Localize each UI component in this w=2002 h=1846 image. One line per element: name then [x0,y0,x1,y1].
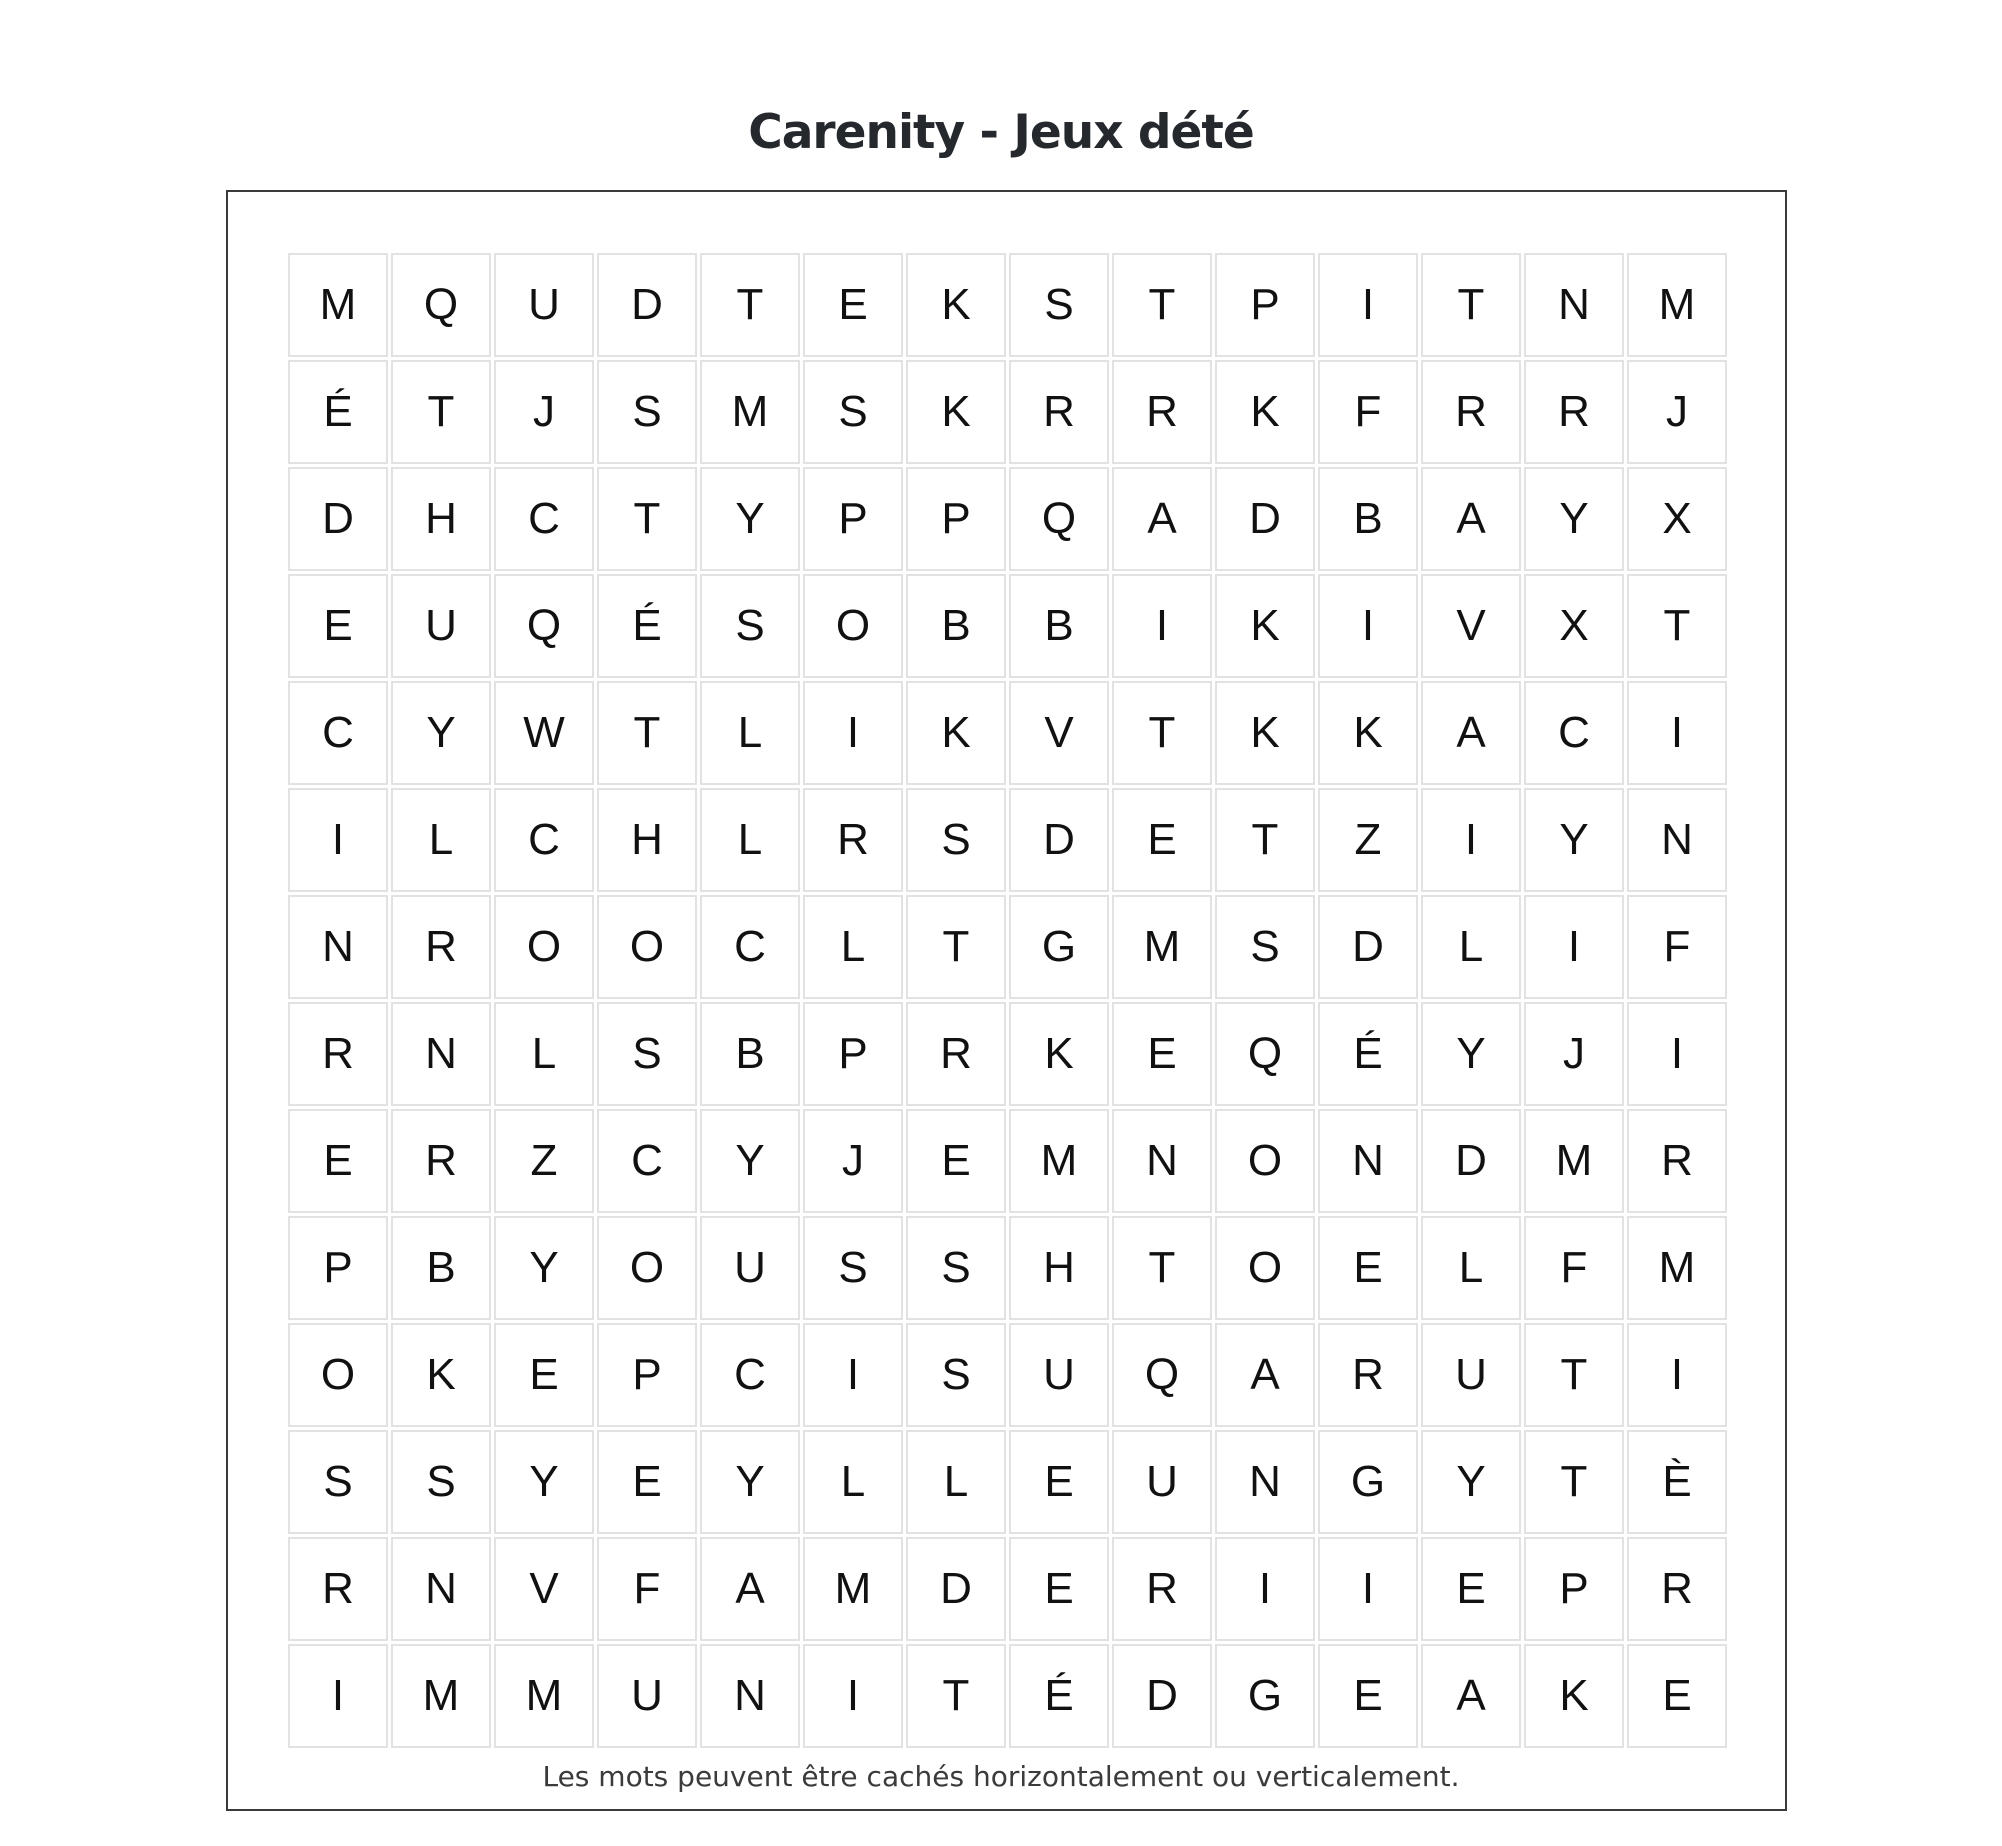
grid-cell-r14-c2[interactable]: M [391,1644,491,1748]
grid-cell-r5-c12[interactable]: A [1421,681,1521,785]
grid-cell-r4-c13[interactable]: X [1524,574,1624,678]
grid-cell-r2-c13[interactable]: R [1524,360,1624,464]
grid-cell-r2-c10[interactable]: K [1215,360,1315,464]
grid-cell-r4-c5[interactable]: S [700,574,800,678]
grid-cell-r13-c5[interactable]: A [700,1537,800,1641]
grid-cell-r13-c2[interactable]: N [391,1537,491,1641]
grid-cell-r3-c7[interactable]: P [906,467,1006,571]
grid-cell-r7-c10[interactable]: S [1215,895,1315,999]
grid-cell-r1-c11[interactable]: I [1318,253,1418,357]
grid-cell-r13-c7[interactable]: D [906,1537,1006,1641]
grid-cell-r13-c4[interactable]: F [597,1537,697,1641]
grid-cell-r6-c3[interactable]: C [494,788,594,892]
grid-cell-r1-c2[interactable]: Q [391,253,491,357]
grid-cell-r10-c5[interactable]: U [700,1216,800,1320]
grid-cell-r8-c9[interactable]: E [1112,1002,1212,1106]
grid-cell-r2-c5[interactable]: M [700,360,800,464]
grid-cell-r2-c11[interactable]: F [1318,360,1418,464]
grid-cell-r6-c7[interactable]: S [906,788,1006,892]
grid-cell-r14-c9[interactable]: D [1112,1644,1212,1748]
grid-cell-r11-c12[interactable]: U [1421,1323,1521,1427]
grid-cell-r11-c4[interactable]: P [597,1323,697,1427]
grid-cell-r14-c11[interactable]: E [1318,1644,1418,1748]
grid-cell-r11-c11[interactable]: R [1318,1323,1418,1427]
grid-cell-r2-c1[interactable]: É [288,360,388,464]
grid-cell-r6-c12[interactable]: I [1421,788,1521,892]
grid-cell-r7-c4[interactable]: O [597,895,697,999]
grid-cell-r6-c4[interactable]: H [597,788,697,892]
grid-cell-r13-c1[interactable]: R [288,1537,388,1641]
grid-cell-r4-c4[interactable]: É [597,574,697,678]
grid-cell-r3-c14[interactable]: X [1627,467,1727,571]
grid-cell-r5-c2[interactable]: Y [391,681,491,785]
grid-cell-r14-c5[interactable]: N [700,1644,800,1748]
grid-cell-r5-c14[interactable]: I [1627,681,1727,785]
grid-cell-r5-c10[interactable]: K [1215,681,1315,785]
grid-cell-r9-c14[interactable]: R [1627,1109,1727,1213]
grid-cell-r9-c6[interactable]: J [803,1109,903,1213]
grid-cell-r11-c2[interactable]: K [391,1323,491,1427]
grid-cell-r9-c2[interactable]: R [391,1109,491,1213]
grid-cell-r8-c3[interactable]: L [494,1002,594,1106]
instructions-text: Les mots peuvent être cachés horizontalement ou verticalement. [542,1760,1460,1793]
grid-cell-r12-c1[interactable]: S [288,1430,388,1534]
grid-cell-r7-c3[interactable]: O [494,895,594,999]
grid-cell-r12-c7[interactable]: L [906,1430,1006,1534]
grid-cell-r1-c3[interactable]: U [494,253,594,357]
grid-cell-r10-c1[interactable]: P [288,1216,388,1320]
grid-cell-r2-c7[interactable]: K [906,360,1006,464]
grid-cell-r1-c7[interactable]: K [906,253,1006,357]
grid-cell-r14-c3[interactable]: M [494,1644,594,1748]
grid-cell-r11-c7[interactable]: S [906,1323,1006,1427]
grid-cell-r7-c11[interactable]: D [1318,895,1418,999]
grid-cell-r4-c7[interactable]: B [906,574,1006,678]
grid-cell-r11-c10[interactable]: A [1215,1323,1315,1427]
grid-cell-r10-c13[interactable]: F [1524,1216,1624,1320]
grid-cell-r6-c6[interactable]: R [803,788,903,892]
grid-cell-r3-c6[interactable]: P [803,467,903,571]
grid-cell-r2-c12[interactable]: R [1421,360,1521,464]
grid-cell-r5-c7[interactable]: K [906,681,1006,785]
grid-cell-r11-c6[interactable]: I [803,1323,903,1427]
grid-cell-r7-c2[interactable]: R [391,895,491,999]
grid-cell-r6-c9[interactable]: E [1112,788,1212,892]
grid-cell-r8-c8[interactable]: K [1009,1002,1109,1106]
grid-cell-r13-c10[interactable]: I [1215,1537,1315,1641]
grid-cell-r1-c14[interactable]: M [1627,253,1727,357]
grid-cell-r11-c1[interactable]: O [288,1323,388,1427]
grid-cell-r10-c14[interactable]: M [1627,1216,1727,1320]
grid-cell-r7-c6[interactable]: L [803,895,903,999]
grid-cell-r12-c5[interactable]: Y [700,1430,800,1534]
grid-cell-r6-c13[interactable]: Y [1524,788,1624,892]
grid-cell-r12-c10[interactable]: N [1215,1430,1315,1534]
grid-cell-r7-c14[interactable]: F [1627,895,1727,999]
word-search-grid [288,253,1727,1748]
grid-cell-r13-c14[interactable]: R [1627,1537,1727,1641]
grid-cell-r3-c4[interactable]: T [597,467,697,571]
grid-cell-r12-c11[interactable]: G [1318,1430,1418,1534]
grid-cell-r2-c6[interactable]: S [803,360,903,464]
grid-cell-r8-c5[interactable]: B [700,1002,800,1106]
grid-cell-r4-c11[interactable]: I [1318,574,1418,678]
grid-cell-r5-c1[interactable]: C [288,681,388,785]
grid-cell-r4-c3[interactable]: Q [494,574,594,678]
grid-cell-r4-c10[interactable]: K [1215,574,1315,678]
grid-cell-r5-c5[interactable]: L [700,681,800,785]
grid-cell-r4-c8[interactable]: B [1009,574,1109,678]
grid-cell-r1-c8[interactable]: S [1009,253,1109,357]
grid-cell-r9-c7[interactable]: E [906,1109,1006,1213]
grid-cell-r11-c14[interactable]: I [1627,1323,1727,1427]
grid-cell-r8-c11[interactable]: É [1318,1002,1418,1106]
grid-cell-r12-c8[interactable]: E [1009,1430,1109,1534]
grid-cell-r13-c6[interactable]: M [803,1537,903,1641]
grid-cell-r13-c8[interactable]: E [1009,1537,1109,1641]
grid-cell-r5-c6[interactable]: I [803,681,903,785]
grid-cell-r10-c10[interactable]: O [1215,1216,1315,1320]
grid-cell-r7-c12[interactable]: L [1421,895,1521,999]
grid-cell-r1-c13[interactable]: N [1524,253,1624,357]
grid-cell-r5-c4[interactable]: T [597,681,697,785]
grid-cell-r14-c6[interactable]: I [803,1644,903,1748]
grid-cell-r11-c8[interactable]: U [1009,1323,1109,1427]
grid-cell-r6-c1[interactable]: I [288,788,388,892]
grid-cell-r11-c13[interactable]: T [1524,1323,1624,1427]
page-title: Carenity - Jeux dété [748,105,1254,160]
grid-cell-r14-c4[interactable]: U [597,1644,697,1748]
grid-cell-r4-c1[interactable]: E [288,574,388,678]
grid-cell-r5-c8[interactable]: V [1009,681,1109,785]
grid-cell-r10-c6[interactable]: S [803,1216,903,1320]
grid-cell-r7-c13[interactable]: I [1524,895,1624,999]
grid-cell-r8-c4[interactable]: S [597,1002,697,1106]
grid-cell-r12-c13[interactable]: T [1524,1430,1624,1534]
grid-cell-r3-c1[interactable]: D [288,467,388,571]
grid-cell-r14-c13[interactable]: K [1524,1644,1624,1748]
grid-cell-r10-c3[interactable]: Y [494,1216,594,1320]
grid-cell-r2-c14[interactable]: J [1627,360,1727,464]
grid-cell-r13-c13[interactable]: P [1524,1537,1624,1641]
grid-cell-r4-c14[interactable]: T [1627,574,1727,678]
grid-cell-r7-c1[interactable]: N [288,895,388,999]
grid-cell-r1-c6[interactable]: E [803,253,903,357]
grid-cell-r6-c14[interactable]: N [1627,788,1727,892]
grid-cell-r1-c4[interactable]: D [597,253,697,357]
grid-cell-r4-c9[interactable]: I [1112,574,1212,678]
grid-cell-r13-c3[interactable]: V [494,1537,594,1641]
grid-cell-r14-c12[interactable]: A [1421,1644,1521,1748]
grid-cell-r8-c2[interactable]: N [391,1002,491,1106]
grid-cell-r13-c11[interactable]: I [1318,1537,1418,1641]
grid-cell-r1-c5[interactable]: T [700,253,800,357]
grid-cell-r10-c4[interactable]: O [597,1216,697,1320]
grid-cell-r3-c5[interactable]: Y [700,467,800,571]
grid-cell-r3-c8[interactable]: Q [1009,467,1109,571]
grid-cell-r3-c11[interactable]: B [1318,467,1418,571]
grid-cell-r13-c9[interactable]: R [1112,1537,1212,1641]
grid-cell-r4-c6[interactable]: O [803,574,903,678]
grid-cell-r8-c7[interactable]: R [906,1002,1006,1106]
grid-cell-r1-c9[interactable]: T [1112,253,1212,357]
grid-cell-r9-c4[interactable]: C [597,1109,697,1213]
grid-cell-r6-c10[interactable]: T [1215,788,1315,892]
grid-cell-r7-c8[interactable]: G [1009,895,1109,999]
grid-cell-r3-c13[interactable]: Y [1524,467,1624,571]
grid-cell-r8-c6[interactable]: P [803,1002,903,1106]
grid-cell-r5-c9[interactable]: T [1112,681,1212,785]
grid-cell-r6-c8[interactable]: D [1009,788,1109,892]
grid-cell-r9-c1[interactable]: E [288,1109,388,1213]
grid-cell-r3-c3[interactable]: C [494,467,594,571]
grid-cell-r9-c10[interactable]: O [1215,1109,1315,1213]
grid-cell-r5-c11[interactable]: K [1318,681,1418,785]
grid-cell-r12-c2[interactable]: S [391,1430,491,1534]
grid-cell-r10-c7[interactable]: S [906,1216,1006,1320]
grid-cell-r8-c14[interactable]: I [1627,1002,1727,1106]
grid-cell-r13-c12[interactable]: E [1421,1537,1521,1641]
grid-cell-r1-c10[interactable]: P [1215,253,1315,357]
grid-cell-r12-c6[interactable]: L [803,1430,903,1534]
grid-cell-r7-c9[interactable]: M [1112,895,1212,999]
grid-cell-r8-c12[interactable]: Y [1421,1002,1521,1106]
grid-cell-r6-c2[interactable]: L [391,788,491,892]
grid-cell-r14-c14[interactable]: E [1627,1644,1727,1748]
grid-cell-r2-c9[interactable]: R [1112,360,1212,464]
grid-cell-r12-c3[interactable]: Y [494,1430,594,1534]
grid-cell-r5-c13[interactable]: C [1524,681,1624,785]
grid-cell-r12-c9[interactable]: U [1112,1430,1212,1534]
grid-cell-r2-c2[interactable]: T [391,360,491,464]
grid-cell-r9-c9[interactable]: N [1112,1109,1212,1213]
grid-cell-r3-c10[interactable]: D [1215,467,1315,571]
grid-cell-r9-c5[interactable]: Y [700,1109,800,1213]
grid-cell-r8-c13[interactable]: J [1524,1002,1624,1106]
grid-cell-r10-c9[interactable]: T [1112,1216,1212,1320]
grid-cell-r8-c1[interactable]: R [288,1002,388,1106]
grid-cell-r10-c12[interactable]: L [1421,1216,1521,1320]
grid-cell-r7-c5[interactable]: C [700,895,800,999]
grid-cell-r3-c2[interactable]: H [391,467,491,571]
grid-cell-r10-c11[interactable]: E [1318,1216,1418,1320]
grid-cell-r11-c5[interactable]: C [700,1323,800,1427]
grid-cell-r11-c9[interactable]: Q [1112,1323,1212,1427]
grid-cell-r6-c5[interactable]: L [700,788,800,892]
grid-cell-r4-c12[interactable]: V [1421,574,1521,678]
grid-cell-r1-c1[interactable]: M [288,253,388,357]
grid-cell-r9-c12[interactable]: D [1421,1109,1521,1213]
grid-cell-r10-c8[interactable]: H [1009,1216,1109,1320]
grid-cell-r12-c14[interactable]: È [1627,1430,1727,1534]
grid-cell-r9-c8[interactable]: M [1009,1109,1109,1213]
grid-cell-r14-c1[interactable]: I [288,1644,388,1748]
grid-cell-r4-c2[interactable]: U [391,574,491,678]
grid-cell-r2-c3[interactable]: J [494,360,594,464]
grid-cell-r8-c10[interactable]: Q [1215,1002,1315,1106]
grid-cell-r9-c13[interactable]: M [1524,1109,1624,1213]
grid-cell-r14-c8[interactable]: É [1009,1644,1109,1748]
grid-cell-r2-c8[interactable]: R [1009,360,1109,464]
grid-cell-r12-c12[interactable]: Y [1421,1430,1521,1534]
grid-cell-r9-c11[interactable]: N [1318,1109,1418,1213]
grid-cell-r10-c2[interactable]: B [391,1216,491,1320]
grid-cell-r3-c12[interactable]: A [1421,467,1521,571]
grid-cell-r11-c3[interactable]: E [494,1323,594,1427]
grid-cell-r14-c7[interactable]: T [906,1644,1006,1748]
grid-cell-r9-c3[interactable]: Z [494,1109,594,1213]
grid-cell-r5-c3[interactable]: W [494,681,594,785]
grid-cell-r3-c9[interactable]: A [1112,467,1212,571]
grid-cell-r1-c12[interactable]: T [1421,253,1521,357]
grid-cell-r2-c4[interactable]: S [597,360,697,464]
grid-cell-r6-c11[interactable]: Z [1318,788,1418,892]
grid-cell-r12-c4[interactable]: E [597,1430,697,1534]
grid-cell-r14-c10[interactable]: G [1215,1644,1315,1748]
grid-cell-r7-c7[interactable]: T [906,895,1006,999]
